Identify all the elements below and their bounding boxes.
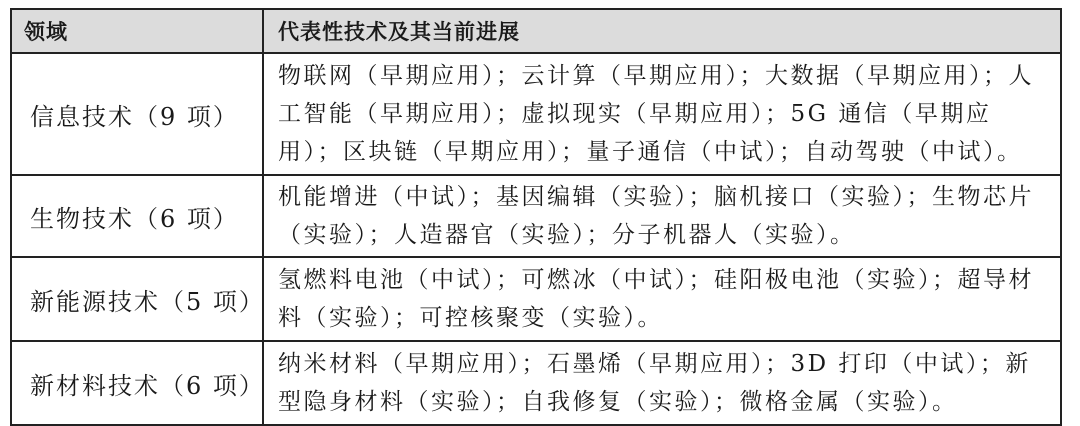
table-row-new-materials [11, 341, 1061, 425]
header-technologies: 代表性技术及其当前进展 [263, 9, 1061, 53]
domain-cell-bio-tech: 生物技术（6 项） [11, 175, 263, 257]
domain-cell-info-tech: 信息技术（9 项） [11, 53, 263, 175]
tech-list-cell-new-energy: 氢燃料电池（中试）；可燃冰（中试）；硅阳极电池（实验）；超导材料（实验）；可控核聚变（实验）。 [263, 257, 1061, 341]
domain-cell-new-energy: 新能源技术（5 项） [11, 257, 263, 341]
tech-list-cell-new-materials: 纳米材料（早期应用）；石墨烯（早期应用）；3D 打印（中试）；新型隐身材料（实验）；自我修复（实验）；微格金属（实验）。 [263, 341, 1061, 425]
domain-cell-new-materials: 新材料技术（6 项） [11, 341, 263, 425]
header-domain: 领域 [11, 9, 263, 53]
table-header [11, 9, 1061, 53]
header-row [11, 9, 1061, 53]
table-body [11, 53, 1061, 425]
table-row-bio-tech [11, 175, 1061, 257]
table-row-info-tech [11, 53, 1061, 175]
table-row-new-energy [11, 257, 1061, 341]
tech-list-cell-bio-tech: 机能增进（中试）；基因编辑（实验）；脑机接口（实验）；生物芯片（实验）；人造器官（实验）；分子机器人（实验）。 [263, 175, 1061, 257]
tech-list-cell-info-tech: 物联网（早期应用）；云计算（早期应用）；大数据（早期应用）；人工智能（早期应用）；虚拟现实（早期应用）；5G 通信（早期应用）；区块链（早期应用）；量子通信（中试）；自动驾驶（中试）。 [263, 53, 1061, 175]
technology-table [10, 8, 1062, 426]
